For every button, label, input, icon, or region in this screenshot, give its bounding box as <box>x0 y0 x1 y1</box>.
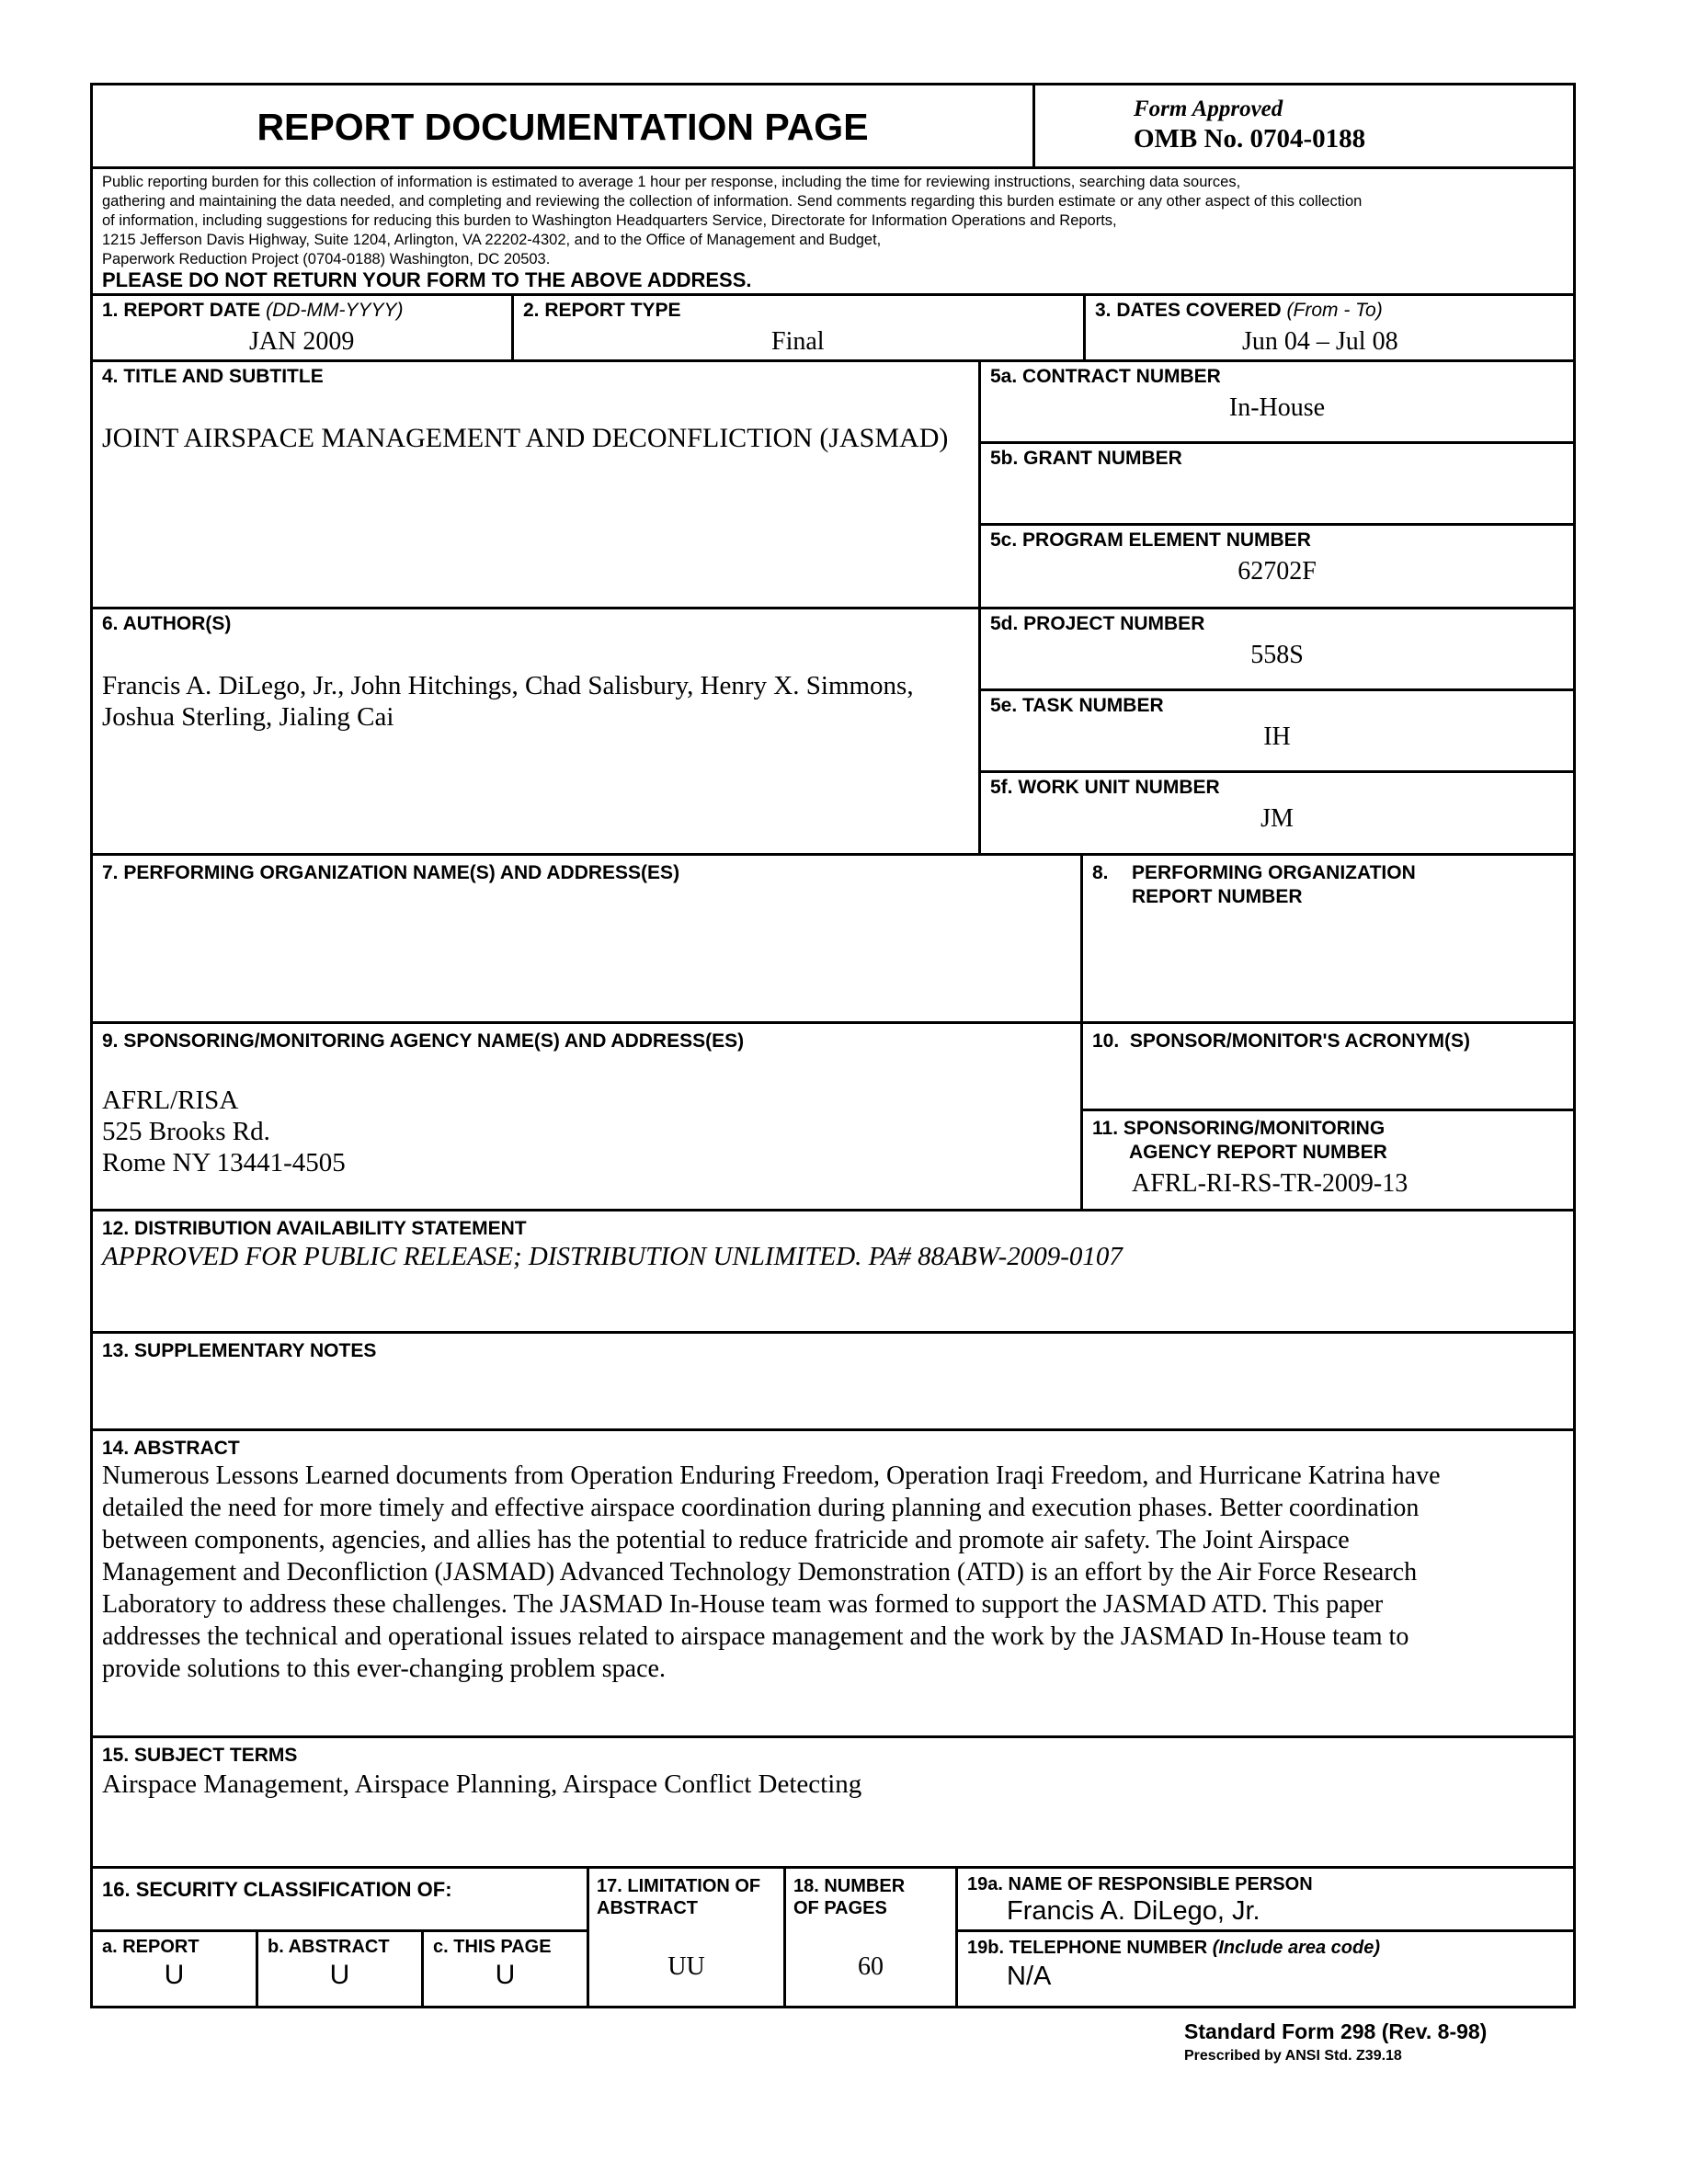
page-title: REPORT DOCUMENTATION PAGE <box>257 106 869 148</box>
program-element-box <box>978 523 1576 609</box>
classification-report-value: U <box>164 1960 185 1990</box>
authors-line: Francis A. DiLego, Jr., John Hitchings, Chad Salisbury, Henry X. Simmons, <box>102 671 914 700</box>
project-number-box <box>978 607 1576 691</box>
report-type-value: Final <box>771 327 825 356</box>
contract-number-value: In-House <box>1228 393 1326 422</box>
responsible-person-value: Francis A. DiLego, Jr. <box>1007 1896 1260 1926</box>
performing-org-report-label: PERFORMING ORGANIZATION <box>1132 862 1416 883</box>
sponsor-acronym-box <box>1080 1021 1576 1111</box>
report-date-label: 1. REPORT DATE (DD-MM-YYYY) <box>102 300 404 321</box>
distribution-label: 12. DISTRIBUTION AVAILABILITY STATEMENT <box>102 1218 527 1239</box>
classification-report-box <box>90 1929 258 2008</box>
abstract-line: Laboratory to address these challenges. The JASMAD In-House team was formed to support the JASMAD ATD. This paper <box>102 1590 1384 1619</box>
header-omb-box <box>1032 83 1576 169</box>
grant-number-label: 5b. GRANT NUMBER <box>990 448 1182 469</box>
burden-line: Paperwork Reduction Project (0704-0188) Washington, DC 20503. <box>102 251 551 267</box>
project-number-label: 5d. PROJECT NUMBER <box>990 613 1205 634</box>
omb-number: OMB No. 0704-0188 <box>1134 124 1366 154</box>
telephone-value: N/A <box>1007 1962 1052 1991</box>
sponsor-report-box <box>1080 1109 1576 1211</box>
abstract-line: provide solutions to this ever-changing problem space. <box>102 1655 666 1683</box>
classification-page-value: U <box>495 1960 516 1990</box>
subject-terms-value: Airspace Management, Airspace Planning, Airspace Conflict Detecting <box>102 1769 862 1799</box>
limitation-value: UU <box>667 1952 705 1981</box>
burden-statement-box <box>90 166 1576 296</box>
telephone-box <box>955 1929 1576 2008</box>
sponsor-acronym-label: 10. SPONSOR/MONITOR'S ACRONYM(S) <box>1092 1030 1471 1052</box>
distribution-value: APPROVED FOR PUBLIC RELEASE; DISTRIBUTION UNLIMITED. PA# 88ABW-2009-0107 <box>102 1242 1123 1271</box>
task-number-label: 5e. TASK NUMBER <box>990 695 1164 716</box>
subject-terms-label: 15. SUBJECT TERMS <box>102 1745 298 1766</box>
abstract-line: addresses the technical and operational issues related to airspace management and the work by the JASMAD In-House team to <box>102 1622 1409 1651</box>
sponsoring-agency-line: 525 Brooks Rd. <box>102 1117 270 1146</box>
performing-org-report-box <box>1080 853 1576 1024</box>
grant-number-box <box>978 441 1576 526</box>
work-unit-value: JM <box>1260 804 1294 833</box>
classification-page-label: c. THIS PAGE <box>433 1937 552 1957</box>
dates-covered-box <box>1083 293 1576 362</box>
authors-line: Joshua Sterling, Jialing Cai <box>102 702 394 732</box>
burden-line: Public reporting burden for this collection of information is estimated to average 1 hour per response, including the time for reviewing instructions, searching data sources, <box>102 174 1241 190</box>
sponsor-report-label: 11. SPONSORING/MONITORING <box>1092 1118 1386 1139</box>
telephone-label: 19b. TELEPHONE NUMBER (Include area code) <box>967 1938 1380 1958</box>
work-unit-box <box>978 770 1576 856</box>
limitation-label: ABSTRACT <box>597 1898 698 1918</box>
sponsoring-agency-label: 9. SPONSORING/MONITORING AGENCY NAME(S) AND ADDRESS(ES) <box>102 1030 745 1052</box>
sponsoring-agency-line: AFRL/RISA <box>102 1086 239 1115</box>
abstract-label: 14. ABSTRACT <box>102 1438 240 1459</box>
performing-org-label: 7. PERFORMING ORGANIZATION NAME(S) AND ADDRESS(ES) <box>102 862 680 883</box>
classification-abstract-value: U <box>329 1960 350 1990</box>
distribution-box <box>90 1209 1576 1334</box>
task-number-value: IH <box>1263 722 1291 751</box>
burden-warning: PLEASE DO NOT RETURN YOUR FORM TO THE ABOVE ADDRESS. <box>102 268 752 291</box>
classification-abstract-box <box>256 1929 424 2008</box>
abstract-line: Management and Deconfliction (JASMAD) Advanced Technology Demonstration (ATD) is an effort by the Air Force Research <box>102 1558 1418 1587</box>
contract-number-box <box>978 359 1576 444</box>
classification-abstract-label: b. ABSTRACT <box>268 1937 390 1957</box>
header-title-box <box>90 83 1035 169</box>
task-number-box <box>978 688 1576 773</box>
authors-box <box>90 607 981 856</box>
abstract-line: detailed the need for more timely and effective airspace coordination during planning and execution phases. Better coordination <box>102 1494 1420 1522</box>
standard-form-label: Standard Form 298 (Rev. 8-98) <box>1184 2019 1488 2043</box>
program-element-label: 5c. PROGRAM ELEMENT NUMBER <box>990 529 1311 551</box>
dates-covered-label: 3. DATES COVERED (From - To) <box>1095 300 1383 321</box>
abstract-text <box>102 1460 1441 1685</box>
title-subtitle-label: 4. TITLE AND SUBTITLE <box>102 366 324 387</box>
abstract-line: Numerous Lessons Learned documents from Operation Enduring Freedom, Operation Iraqi Freedom, and Hurricane Katrina have <box>102 1462 1441 1490</box>
performing-org-box <box>90 853 1083 1024</box>
number-of-pages-box <box>783 1866 958 2008</box>
supplementary-notes-label: 13. SUPPLEMENTARY NOTES <box>102 1340 377 1361</box>
sponsor-report-value: AFRL-RI-RS-TR-2009-13 <box>1132 1169 1409 1198</box>
burden-line: 1215 Jefferson Davis Highway, Suite 1204, Arlington, VA 22202-4302, and to the Office of Management and Budget, <box>102 232 882 248</box>
report-type-label: 2. REPORT TYPE <box>523 300 681 321</box>
number-of-pages-label: OF PAGES <box>793 1898 887 1918</box>
report-date-value: JAN 2009 <box>249 327 355 356</box>
project-number-value: 558S <box>1250 641 1304 669</box>
sponsor-report-label: AGENCY REPORT NUMBER <box>1129 1142 1387 1163</box>
abstract-line: between components, agencies, and allies has the potential to reduce fratricide and promote air safety. The Joint Airspace <box>102 1526 1350 1554</box>
responsible-person-box <box>955 1866 1576 1932</box>
dates-covered-value: Jun 04 – Jul 08 <box>1242 327 1398 356</box>
burden-statement <box>102 173 1362 269</box>
prescribed-label: Prescribed by ANSI Std. Z39.18 <box>1184 2048 1402 2064</box>
authors-label: 6. AUTHOR(S) <box>102 613 232 634</box>
performing-org-report-label: REPORT NUMBER <box>1132 886 1303 907</box>
subject-terms-box <box>90 1735 1576 1869</box>
contract-number-label: 5a. CONTRACT NUMBER <box>990 366 1221 387</box>
security-classification-box <box>90 1866 589 1932</box>
sponsoring-agency-box <box>90 1021 1083 1211</box>
performing-org-report-num: 8. <box>1092 862 1109 883</box>
form-approved-label: Form Approved <box>1134 97 1283 121</box>
number-of-pages-label: 18. NUMBER <box>793 1876 906 1896</box>
number-of-pages-value: 60 <box>858 1952 884 1981</box>
classification-report-label: a. REPORT <box>102 1937 200 1957</box>
title-subtitle-box <box>90 359 981 609</box>
abstract-box <box>90 1428 1576 1738</box>
report-type-box <box>511 293 1086 362</box>
limitation-box <box>587 1866 786 2008</box>
report-date-box <box>90 293 514 362</box>
security-classification-label: 16. SECURITY CLASSIFICATION OF: <box>102 1878 452 1901</box>
burden-line: of information, including suggestions for reducing this burden to Washington Headquarters Service, Directorate for Information Operations and Reports, <box>102 212 1117 229</box>
limitation-label: 17. LIMITATION OF <box>597 1876 761 1896</box>
program-element-value: 62702F <box>1237 557 1317 586</box>
burden-line: gathering and maintaining the data needed, and completing and reviewing the collection of information. Send comments regarding this burden estimate or any other aspect of this collection <box>102 193 1363 210</box>
supplementary-notes-box <box>90 1331 1576 1431</box>
responsible-person-label: 19a. NAME OF RESPONSIBLE PERSON <box>967 1874 1313 1894</box>
work-unit-label: 5f. WORK UNIT NUMBER <box>990 777 1220 798</box>
classification-page-box <box>421 1929 589 2008</box>
sponsoring-agency-line: Rome NY 13441-4505 <box>102 1148 346 1177</box>
title-subtitle-value: JOINT AIRSPACE MANAGEMENT AND DECONFLICTION (JASMAD) <box>102 423 949 453</box>
